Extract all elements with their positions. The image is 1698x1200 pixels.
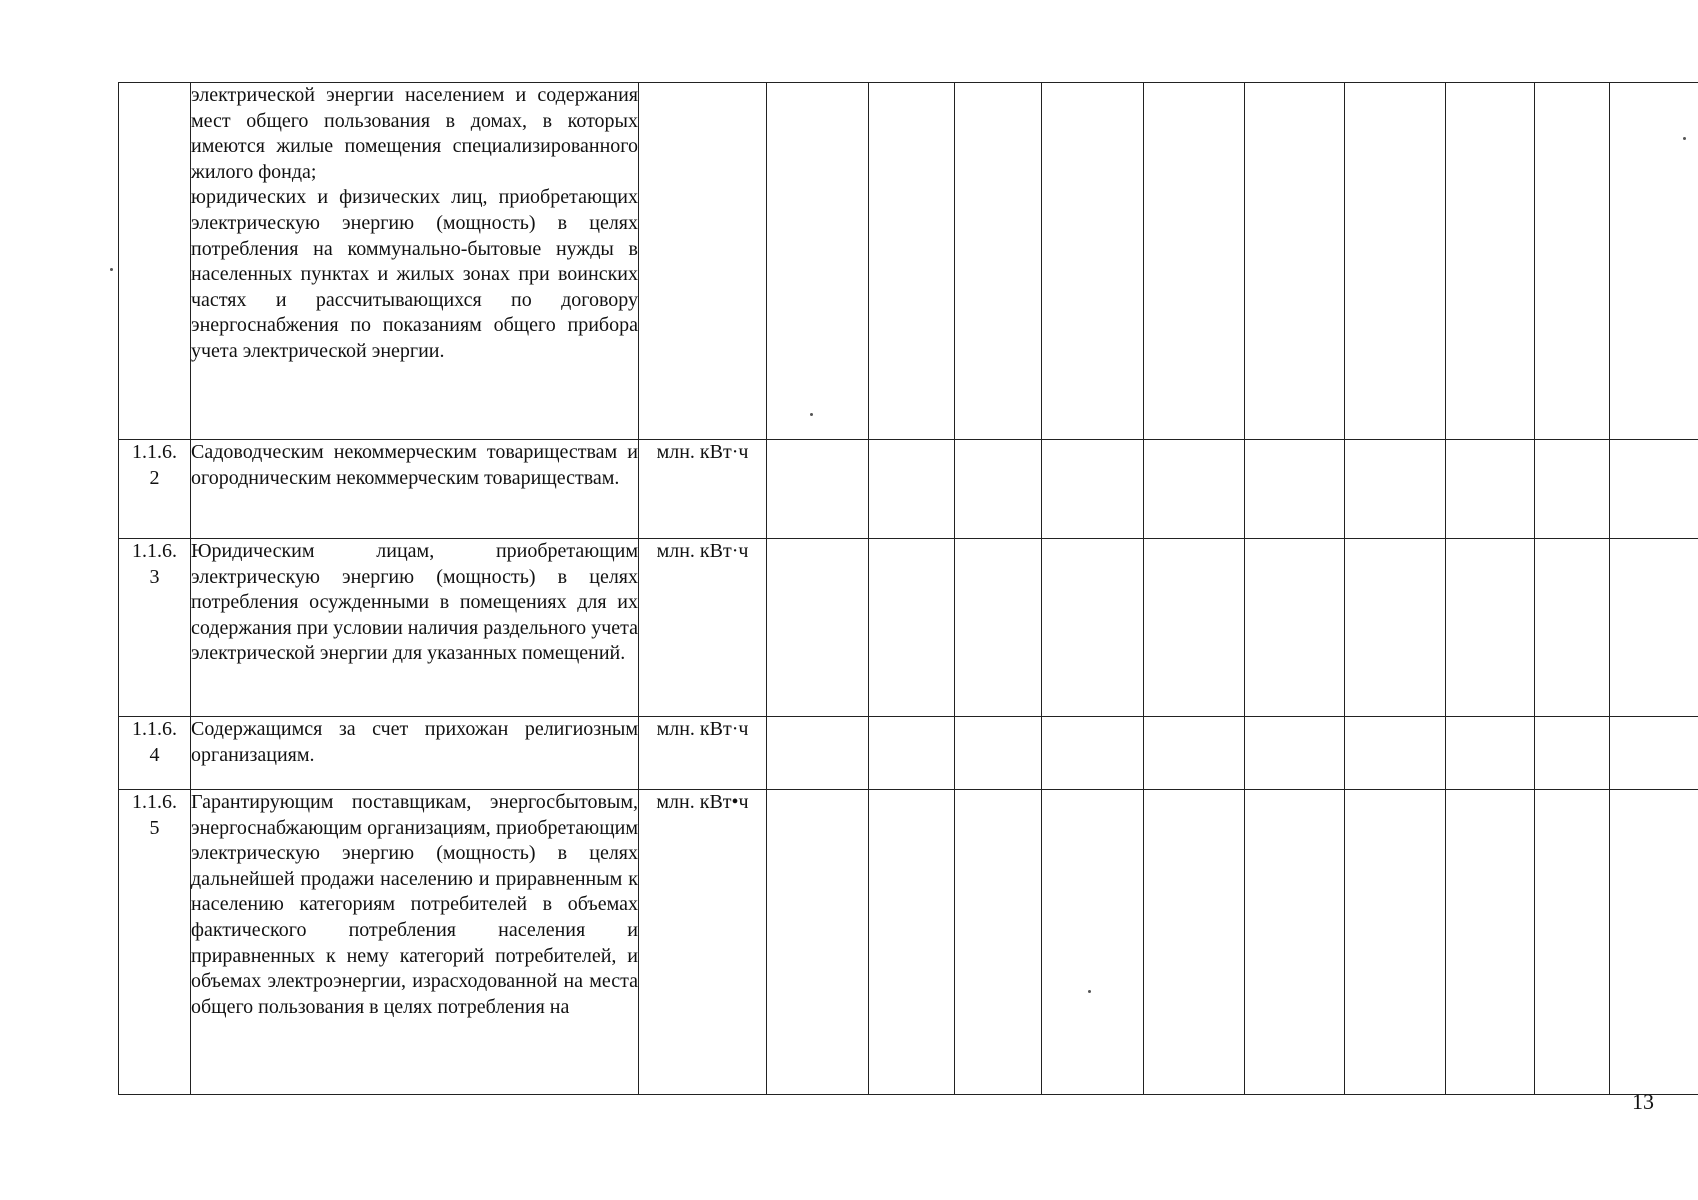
value-cell xyxy=(955,539,1042,717)
value-cell xyxy=(1144,539,1245,717)
page-number: 13 xyxy=(1632,1089,1654,1114)
table-row xyxy=(119,440,1698,539)
row-number-cell: 1.1.6. 5 xyxy=(119,790,191,1095)
row-unit-cell: млн. кВт·ч xyxy=(639,440,767,539)
value-cell xyxy=(869,539,955,717)
value-cell xyxy=(1535,539,1610,717)
value-cell xyxy=(1610,717,1698,790)
table-row xyxy=(119,83,1698,440)
value-cell xyxy=(955,717,1042,790)
scan-speck xyxy=(810,413,813,416)
value-cell xyxy=(1610,790,1698,1095)
value-cell xyxy=(1245,790,1345,1095)
value-cell xyxy=(869,440,955,539)
value-cell xyxy=(1144,440,1245,539)
row-number-cell: 1.1.6. 4 xyxy=(119,717,191,790)
value-cell xyxy=(955,83,1042,440)
scan-speck xyxy=(1683,137,1686,140)
row-unit-cell: млн. кВт·ч xyxy=(639,539,767,717)
value-cell xyxy=(1610,440,1698,539)
row-number-cell xyxy=(119,83,191,440)
value-cell xyxy=(955,790,1042,1095)
value-cell xyxy=(767,440,869,539)
value-cell xyxy=(1446,539,1535,717)
row-description-cell: Гарантирующим поставщикам, энергосбытовым, энергоснабжающим организациям, приобретающим электрическую энергию (мощность) в целях дальнейшей продажи населению и приравненным к населению категориям потребителей в объемах фактического потребления населения и приравненных к нему категорий потребителей, и объемах электроэнергии, израсходованной на места общего пользования в целях потребления на xyxy=(191,790,639,1095)
value-cell xyxy=(869,717,955,790)
value-cell xyxy=(1345,717,1446,790)
scan-speck xyxy=(1088,990,1091,993)
value-cell xyxy=(1446,83,1535,440)
table-row xyxy=(119,539,1698,717)
tariff-volume-table xyxy=(118,82,1698,1095)
row-number-cell: 1.1.6. 2 xyxy=(119,440,191,539)
value-cell xyxy=(1535,790,1610,1095)
value-cell xyxy=(1535,717,1610,790)
row-unit-cell: млн. кВт•ч xyxy=(639,790,767,1095)
value-cell xyxy=(1245,717,1345,790)
value-cell xyxy=(767,539,869,717)
value-cell xyxy=(767,717,869,790)
value-cell xyxy=(1345,539,1446,717)
value-cell xyxy=(869,790,955,1095)
scan-speck xyxy=(110,268,113,271)
value-cell xyxy=(1042,539,1144,717)
value-cell xyxy=(1610,539,1698,717)
value-cell xyxy=(1345,440,1446,539)
value-cell xyxy=(1345,83,1446,440)
value-cell xyxy=(1345,790,1446,1095)
value-cell xyxy=(1535,440,1610,539)
row-description-cell: Садоводческим некоммерческим товариществам и огородническим некоммерческим товариществам. xyxy=(191,440,639,539)
value-cell xyxy=(1446,790,1535,1095)
row-description-cell: Юридическим лицам, приобретающим электрическую энергию (мощность) в целях потребления осужденными в помещениях для их содержания при условии наличия раздельного учета электрической энергии для указанных помещений. xyxy=(191,539,639,717)
value-cell xyxy=(955,440,1042,539)
value-cell xyxy=(1144,790,1245,1095)
row-unit-cell xyxy=(639,83,767,440)
value-cell xyxy=(1042,717,1144,790)
value-cell xyxy=(1042,83,1144,440)
row-description-cell: электрической энергии населением и содержания мест общего пользования в домах, в которых имеются жилые помещения специализированного жилого фонда; юридических и физических лиц, приобретающих электрическую энергию (мощность) в целях потребления на коммунально-бытовые нужды в населенных пунктах и жилых зонах при воинских частях и рассчитывающихся по договору энергоснабжения по показаниям общего прибора учета электрической энергии. xyxy=(191,83,639,440)
table-row xyxy=(119,717,1698,790)
value-cell xyxy=(1245,440,1345,539)
value-cell xyxy=(1446,440,1535,539)
value-cell xyxy=(1042,790,1144,1095)
value-cell xyxy=(1042,440,1144,539)
value-cell xyxy=(767,83,869,440)
value-cell xyxy=(767,790,869,1095)
value-cell xyxy=(1535,83,1610,440)
row-number-cell: 1.1.6. 3 xyxy=(119,539,191,717)
table-row xyxy=(119,790,1698,1095)
row-unit-cell: млн. кВт·ч xyxy=(639,717,767,790)
value-cell xyxy=(1245,83,1345,440)
value-cell xyxy=(869,83,955,440)
row-description-cell: Содержащимся за счет прихожан религиозным организациям. xyxy=(191,717,639,790)
value-cell xyxy=(1144,83,1245,440)
value-cell xyxy=(1245,539,1345,717)
value-cell xyxy=(1446,717,1535,790)
value-cell xyxy=(1144,717,1245,790)
